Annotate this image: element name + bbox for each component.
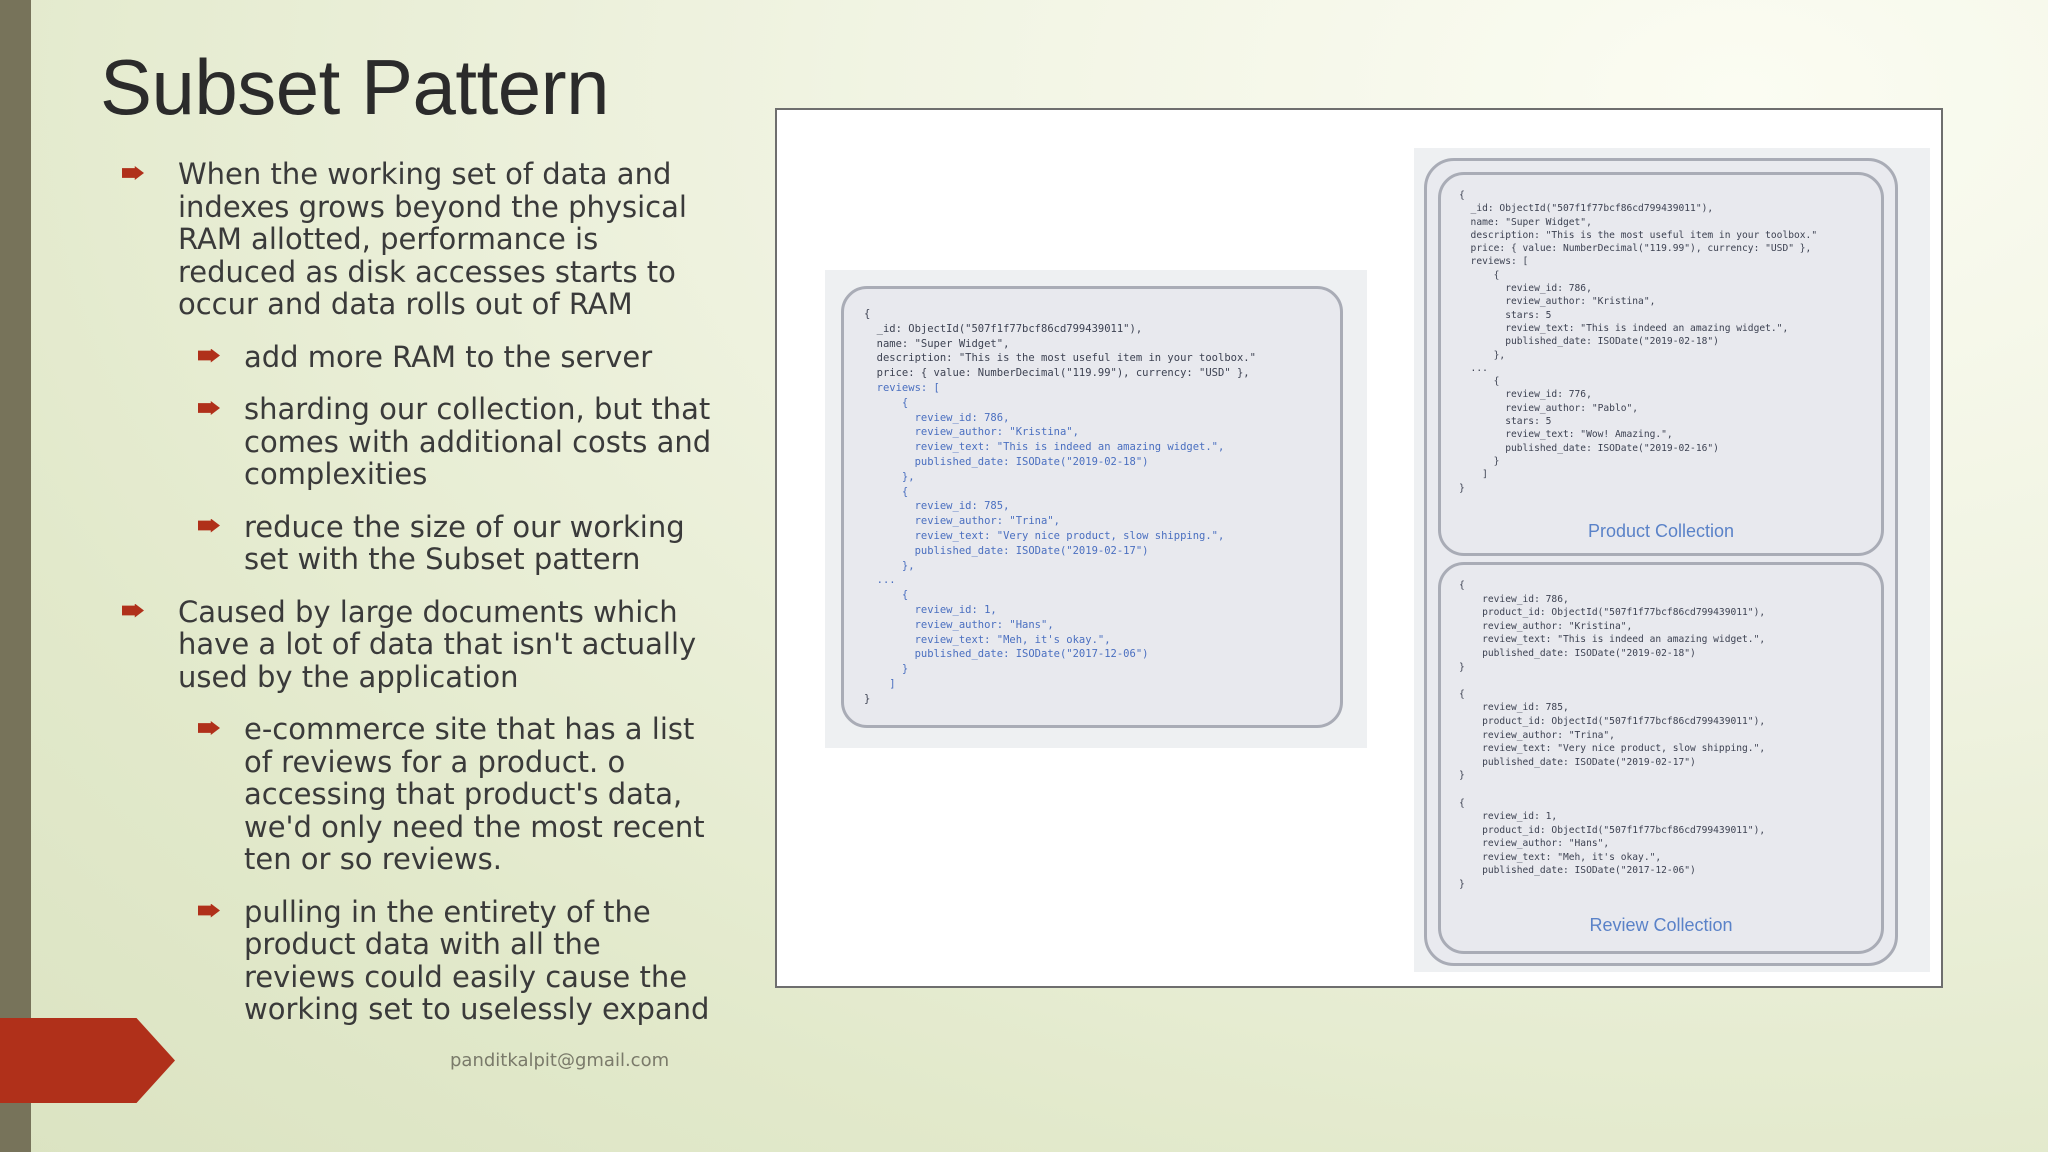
- bullet-arrow-icon: [198, 904, 220, 918]
- product-collection-label: Product Collection: [1587, 521, 1735, 541]
- embedded-document-code: [864, 307, 1256, 707]
- bullet-arrow-icon: [122, 166, 144, 180]
- subset-pattern-figure: [775, 108, 1943, 988]
- bullet-arrow-icon: [198, 349, 220, 363]
- slide-title: Subset Pattern: [100, 43, 609, 131]
- bullet-arrow-icon: [198, 721, 220, 735]
- footer-email: panditkalpit@gmail.com: [450, 1050, 670, 1071]
- bullet-text: add more RAM to the server: [244, 339, 653, 374]
- bullet-text: Caused by large documents which have a lot of data that isn't actually used by the application: [178, 594, 697, 694]
- bullet-text: pulling in the entirety of the product data with all the reviews could easily cause the working set to uselessly expand: [244, 894, 710, 1026]
- sub-bullet-item: [120, 896, 720, 1026]
- bullet-text: reduce the size of our working set with the Subset pattern: [244, 509, 685, 576]
- bullet-text: When the working set of data and indexes grows beyond the physical RAM allotted, performance is reduced as disk accesses starts to occur and data rolls out of RAM: [178, 157, 687, 321]
- code-close-brace: }: [864, 692, 871, 705]
- code-product-fields: _id: ObjectId("507f1f77bcf86cd799439011"), name: "Super Widget", description: "This is the most useful item in your toolbox." price: { value: NumberDecimal("119.99"), currency: "USD" },: [876, 322, 1256, 380]
- split-collections-panel: [1414, 148, 1930, 972]
- code-reviews-array: reviews: [ { review_id: 786, review_author: "Kristina", review_text: "This is indeed an amazing widget.", published_date: ISODate("2019-02-18") }, { review_id: 785, review_author: "Trina", review_text: "Very nice product, slow shipping.", published_date: ISODate("2019-02-17") }, ... { review_id: 1, review_author: "Hans", review_text: "Meh, it's okay.", published_date: ISODate("2017-12-06") } ]: [876, 381, 1225, 690]
- left-accent-bar: [0, 0, 31, 1152]
- bullet-arrow-icon: [198, 401, 220, 415]
- bullet-text: sharding our collection, but that comes with additional costs and complexities: [244, 392, 712, 491]
- sub-bullet-item: [120, 393, 720, 491]
- review-documents-code: { review_id: 786, product_id: ObjectId("507f1f77bcf86cd799439011"), review_author: "Kristina", review_text: "This is indeed an amazing widget.", published_date: ISODate("2019-02-18") } { review_id: 785, product_id: ObjectId("507f1f77bcf86cd799439011"), review_author: "Trina", review_text: "Very nice product, slow shipping.", published_date: ISODate("2019-02-17") } { review_id: 1, product_id: ObjectId("507f1f77bcf86cd799439011"), review_author: "Hans", review_text: "Meh, it's okay.", published_date: ISODate("2017-12-06") }: [1459, 580, 1766, 891]
- review-collection-label: Review Collection: [1589, 915, 1733, 935]
- sub-bullet-item: [120, 713, 720, 876]
- product-collection-box: [1438, 172, 1884, 556]
- code-open-brace: {: [864, 308, 871, 320]
- bullet-arrow-icon: [122, 604, 144, 618]
- product-document-code: { _id: ObjectId("507f1f77bcf86cd799439011"), name: "Super Widget", description: "This is the most useful item in your toolbox." price: { value: NumberDecimal("119.99"), currency: "USD" }, reviews: [ { review_id: 786, review_author: "Kristina", stars: 5 review_text: "This is indeed an amazing widget.", published_date: ISODate("2019-02-18") }, ... { review_id: 776, review_author: "Pablo", stars: 5 review_text: "Wow! Amazing.", published_date: ISODate("2019-02-16") } ] }: [1459, 190, 1818, 494]
- embedded-document-box: [841, 286, 1343, 728]
- sub-bullet-item: [120, 511, 720, 576]
- review-collection-box: [1438, 562, 1884, 954]
- sub-bullet-item: [120, 341, 720, 374]
- bullet-item: [120, 158, 720, 321]
- bullet-item: [120, 596, 720, 694]
- bullet-text: e-commerce site that has a list of reviews for a product. o accessing that product's data, we'd only need the most recent ten or so reviews.: [244, 712, 705, 876]
- bullet-list: [120, 158, 720, 1046]
- embedded-document-panel: [825, 270, 1367, 748]
- bullet-arrow-icon: [198, 519, 220, 533]
